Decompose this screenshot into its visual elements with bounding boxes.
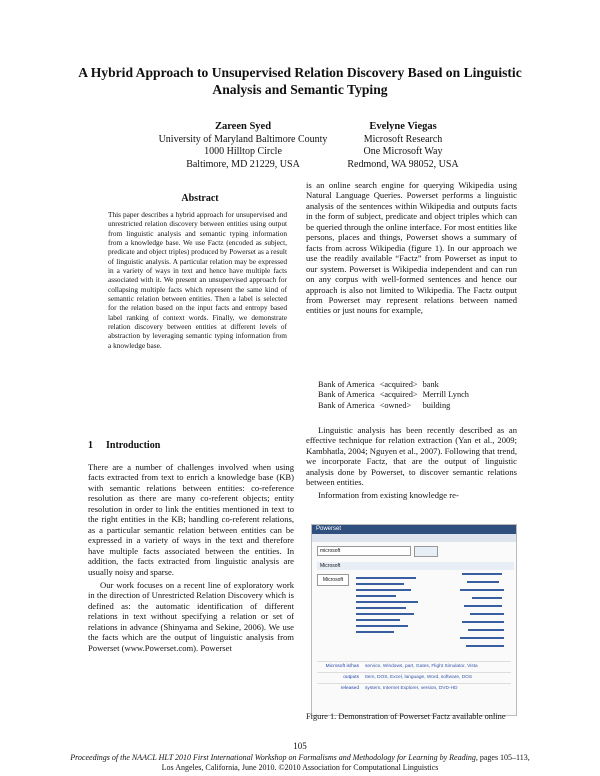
fact-row-values: service, Windows, part, Gates, Flight Simulator, Vista — [365, 664, 478, 669]
fact-object: bank — [422, 380, 439, 389]
fact-graph-line — [460, 589, 504, 591]
list-item — [317, 672, 511, 683]
right-column-text — [306, 180, 517, 316]
author-address: Redmond, WA 98052, USA — [347, 158, 459, 170]
figure-caption: Figure 1. Demonstration of Powerset Factz available online — [306, 712, 506, 721]
fact-graph-line — [460, 637, 504, 639]
page-number: 105 — [293, 741, 307, 751]
paragraph: Our work focuses on a recent line of exploratory work in the direction of Unrestricted Relation Discovery which is defined as: the automatic identification of different relations in text without specifying a relation or set of relations in advance (Shinyama and Sekine, 2006). We use the facts which are the output of linguistic analysis from Powerset (www.Powerset.com). Powerset — [88, 579, 294, 653]
figure-1-screenshot — [311, 524, 517, 716]
fact-subject: Bank of America — [318, 400, 375, 410]
fact-examples-table — [318, 380, 474, 411]
fact-graph-line — [356, 619, 400, 621]
list-item — [317, 683, 511, 694]
fact-graph-line — [356, 589, 411, 591]
powerset-search-input: microsoft — [317, 546, 411, 556]
powerset-tab-bar — [312, 534, 516, 542]
fact-graph-line — [356, 607, 406, 609]
fact-graph-line — [356, 595, 396, 597]
fact-predicate: <acquired> — [379, 390, 418, 400]
table-row — [318, 401, 474, 411]
list-item — [317, 661, 511, 672]
fact-subject: Bank of America — [318, 380, 375, 389]
fact-subject: Bank of America — [318, 390, 375, 400]
left-column-text — [88, 462, 294, 653]
paper-title: A Hybrid Approach to Unsupervised Relation Discovery Based on Linguistic Analysis and Semantic Typing — [78, 65, 522, 97]
right-column-text-2 — [306, 425, 517, 500]
fact-graph-line — [356, 583, 404, 585]
fact-graph-line — [356, 631, 394, 633]
fact-row-values: system, Internet Explorer, version, DVD-HD — [365, 686, 458, 691]
powerset-entity-node: Microsoft — [317, 574, 349, 586]
fact-row-values: Item, DOS, Excel, language, Word, software, DOS — [365, 675, 473, 680]
paragraph: Information from existing knowledge re- — [318, 489, 459, 500]
author-affiliation: University of Maryland Baltimore County — [158, 133, 328, 145]
fact-predicate: <owned> — [379, 400, 412, 410]
section-number: 1 — [88, 440, 93, 451]
powerset-entity-header: Microsoft — [317, 562, 514, 570]
abstract-text: This paper describes a hybrid approach for unsupervised and unrestricted relation discovery between entities using output from linguistic analysis and semantic typing information from a knowledge base. We use Factz (encoded as subject, predicate and object triples) produced by Powerset as a result of linguistic analysis. A particular relation may be expressed in a variety of ways in text and hence have multiple facts associated with it. We present an unsupervised approach for collapsing multiple facts which represent the same kind of semantic relation between entities. Then a label is selected for the relation based on the input facts and entropy based label ranking of context words. Finally, we demonstrate relation discovery between entities at different levels of abstraction by leveraging semantic typing information from a knowledge base. — [108, 210, 287, 350]
powerset-header-bar — [312, 525, 516, 534]
fact-graph-line — [462, 573, 502, 575]
table-row — [318, 380, 474, 390]
paragraph: There are a number of challenges involved when using facts extracted from text to enrich a knowledge base (KB) with semantic relations between entities: co-reference resolution as there are many co-referent objects; entity resolution in order to link the entities mentioned in text to the right entities in the KB; handling co-referent relations, as a particular semantic relation between entities can be expressed in a variety of ways in the text and therefore have multiple facts associated between the entities. In addition, the facts extracted from linguistic analysis are usually noisy and sparse. — [88, 462, 294, 577]
author-affiliation: Microsoft Research — [363, 133, 443, 145]
fact-graph-line — [356, 613, 414, 615]
fact-graph-line — [470, 613, 504, 615]
section-heading — [88, 440, 160, 451]
powerset-fact-rows — [317, 661, 511, 694]
fact-graph-line — [356, 601, 418, 603]
abstract-heading: Abstract — [181, 193, 219, 204]
fact-graph-line — [466, 645, 504, 647]
author-address: 1000 Hilltop Circle — [204, 146, 282, 157]
footer-proceedings: Proceedings of the NAACL HLT 2010 First International Workshop on Formalisms and Methodology for Learning by Reading — [70, 753, 476, 762]
powerset-search-button — [414, 546, 438, 557]
fact-graph-line — [472, 597, 502, 599]
fact-object: Merrill Lynch — [422, 390, 469, 400]
fact-graph-line — [468, 629, 504, 631]
fact-graph-line — [462, 621, 504, 623]
fact-predicate: <acquired> — [379, 380, 418, 389]
paragraph: is an online search engine for querying Wikipedia using Natural Language Queries. Powerset performs a linguistic analysis of the sentences within Wikipedia and outputs facts in the form of subject, predicate and object triples which can be queried through the online interface. For most entities like persons, places and things, Powerset shows a summary of facts from across Wikipedia (figure 1). In our approach we use the readily available “Factz” from Powerset as input to our system. Powerset is Wikipedia independent and can run on any corpus with well-formed sentences and hence our approach is also not limited to Wikipedia. The Factz output from Powerset may represent relations between named entities or just nouns for example, — [306, 180, 517, 316]
fact-graph-line — [356, 577, 416, 579]
page-footer — [20, 753, 580, 772]
abstract-body — [108, 210, 287, 350]
footer-copyright: Los Angeles, California, June 2010. ©2010 Association for Computational Linguistics — [161, 762, 439, 772]
powerset-logo: Powerset — [316, 526, 342, 532]
footer-pages: , pages 105–113, — [475, 753, 530, 762]
paragraph: Linguistic analysis has been recently described as an effective technique for relation extraction (Yan et al., 2009; Kambhatla, 2004; Nguyen et al., 2007). Following that trend, we incorporate Factz, that are the output of linguistic analysis done by Powerset, to discover semantic relations between entities. — [306, 425, 517, 488]
author-address: Baltimore, MD 21229, USA — [186, 158, 300, 170]
author-name: Evelyne Viegas — [369, 121, 437, 132]
fact-graph-line — [464, 605, 502, 607]
fact-row-label: released — [340, 686, 359, 691]
table-row — [318, 390, 474, 400]
author-name: Zareen Syed — [214, 121, 272, 132]
fact-object: building — [422, 400, 451, 410]
author-block-2 — [283, 121, 523, 171]
fact-graph-line — [467, 581, 499, 583]
author-address: One Microsoft Way — [363, 146, 443, 157]
fact-graph-line — [356, 625, 408, 627]
fact-row-label: outputs — [343, 675, 359, 680]
section-title: Introduction — [106, 440, 161, 451]
fact-row-label: Microsoft is/has — [325, 664, 359, 669]
